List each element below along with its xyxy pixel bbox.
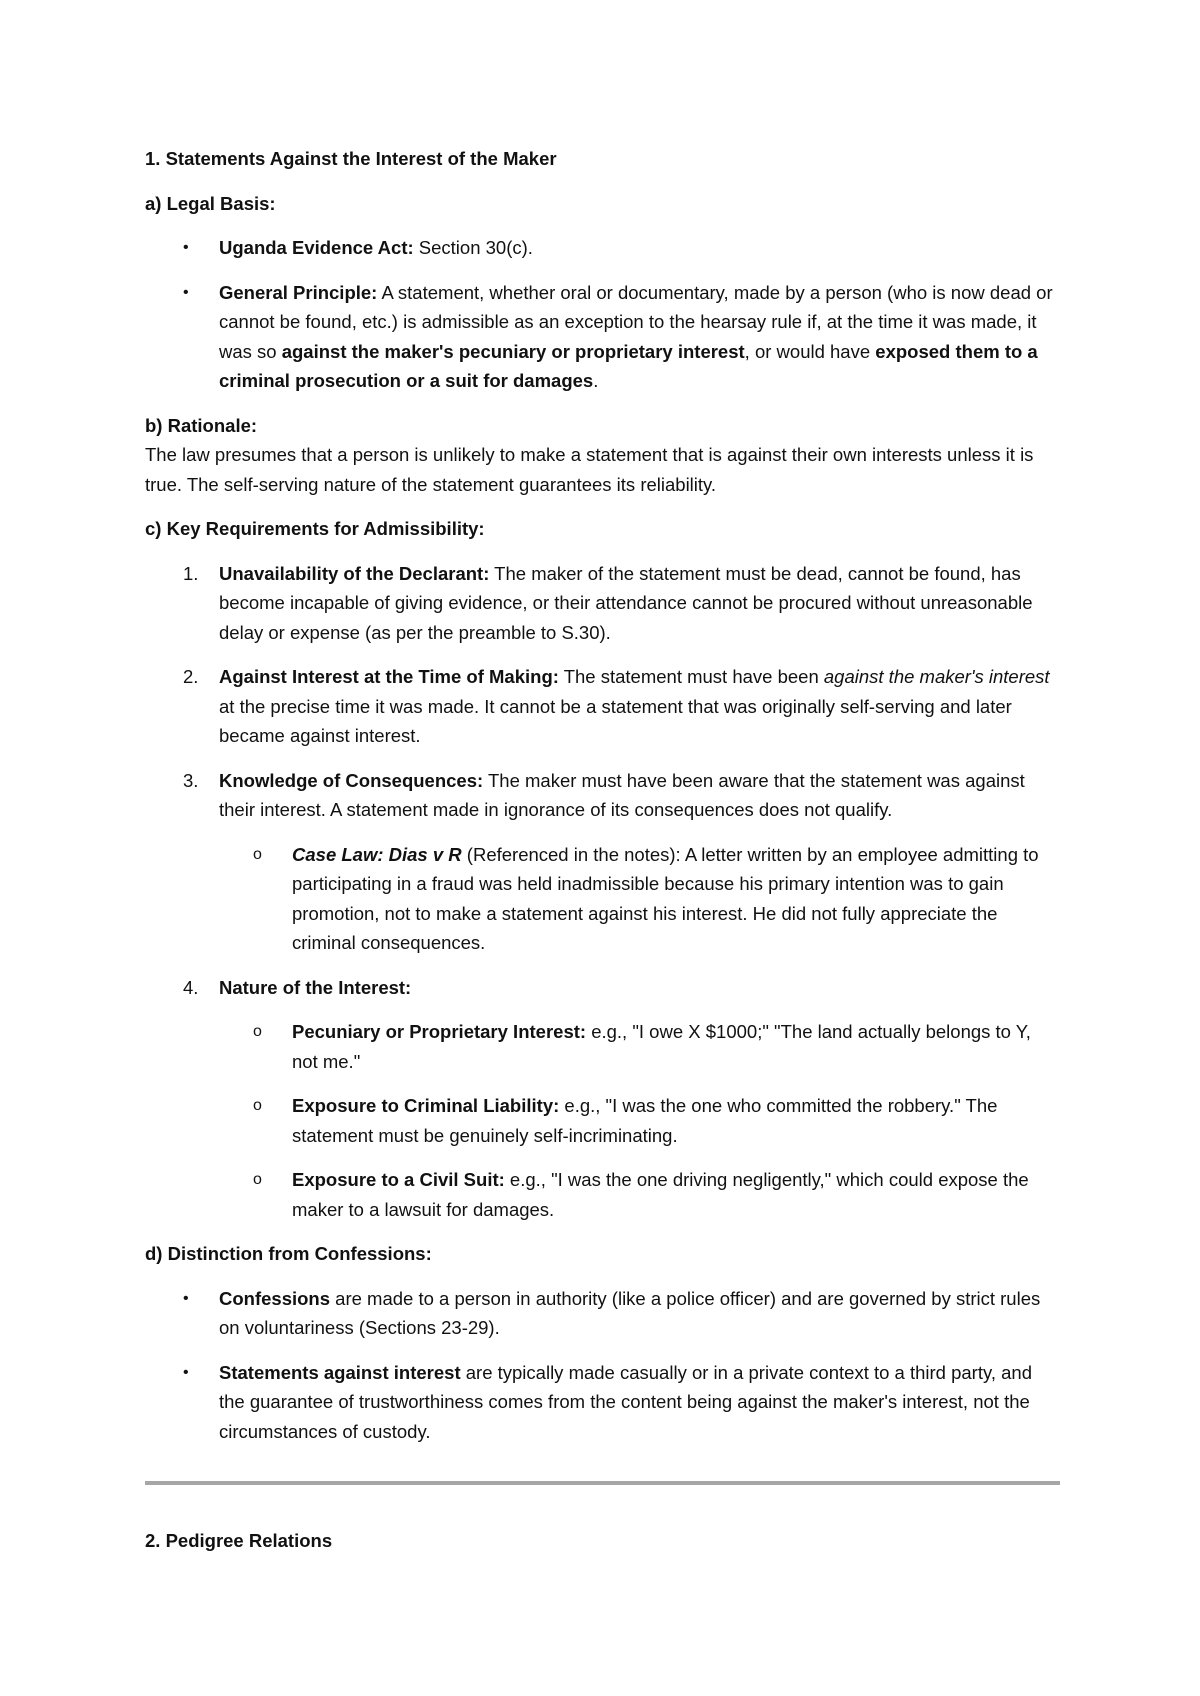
item-emphasis: exposed them to a criminal prosecution or a suit for damages — [219, 340, 1038, 391]
item-text: at the precise time it was made. It cannot be a statement that was originally self-serving and later became against interest. — [219, 695, 1012, 746]
list-item — [145, 1358, 1060, 1447]
bullet-icon: • — [183, 1289, 189, 1307]
item-label: Confessions — [219, 1287, 331, 1309]
item-text: (Referenced in the notes): A letter written by an employee admitting to participating in a fraud was held inadmissible because his primary intention was to gain promotion, not to make a statement against his interest. He did not fully appreciate the criminal consequences. — [292, 843, 1039, 953]
list-item — [145, 1284, 1060, 1343]
item-label: Exposure to Criminal Liability: — [292, 1095, 560, 1116]
sub-list-item — [145, 840, 1060, 958]
circle-bullet-icon: o — [253, 1097, 262, 1114]
circle-bullet-icon: o — [253, 1171, 262, 1188]
item-text: e.g., "I was the one who committed the robbery." The statement must be genuinely self-incriminating. — [292, 1095, 998, 1146]
item-label: General Principle: — [219, 281, 378, 303]
item-text: . — [593, 370, 599, 391]
bullet-icon: • — [183, 1363, 189, 1381]
item-text: The maker must have been aware that the statement was against their interest. A statement made in ignorance of its consequences does not qualify. — [219, 769, 1025, 820]
circle-bullet-icon: o — [253, 1023, 262, 1040]
legal-basis-list — [145, 233, 1060, 396]
bullet-icon: • — [183, 239, 189, 256]
bullet-icon: • — [183, 283, 189, 301]
item-text: Section 30(c). — [413, 237, 533, 258]
rationale-text: The law presumes that a person is unlikely to make a statement that is against their own interests unless it is true. The self-serving nature of the statement guarantees its reliability. — [145, 444, 1034, 495]
sub-list-item — [145, 1165, 1060, 1224]
item-text: The maker of the statement must be dead, cannot be found, has become incapable of giving evidence, or their attendance cannot be procured without unreasonable delay or expense (as per the preamble to S.30). — [219, 562, 1033, 643]
document-page — [145, 144, 1060, 1446]
item-emphasis: against the maker's pecuniary or proprietary interest — [281, 340, 745, 362]
list-item — [145, 559, 1060, 648]
section-2-title: 2. Pedigree Relations — [145, 1530, 333, 1551]
item-label: Exposure to a Civil Suit: — [292, 1169, 505, 1190]
item-label: Knowledge of Consequences: — [219, 769, 484, 791]
legal-basis-heading: a) Legal Basis: — [145, 192, 276, 214]
item-text: , or would have — [744, 340, 876, 362]
rationale-heading: b) Rationale: — [145, 414, 258, 436]
item-text: e.g., "I owe X $1000;" "The land actually belongs to Y, not me." — [292, 1021, 1031, 1072]
item-italic: against the maker's interest — [823, 666, 1050, 687]
list-item — [145, 766, 1060, 825]
list-item — [145, 662, 1060, 751]
distinction-list — [145, 1284, 1060, 1447]
item-number: 2. — [183, 666, 199, 687]
item-label: Uganda Evidence Act: — [219, 237, 414, 258]
distinction-heading: d) Distinction from Confessions: — [145, 1243, 432, 1264]
item-number: 3. — [183, 769, 199, 791]
item-number: 4. — [183, 976, 199, 998]
item-text: are made to a person in authority (like a police officer) and are governed by strict rules on voluntariness (Sections 23-29). — [219, 1287, 1041, 1338]
item-label: Pecuniary or Proprietary Interest: — [292, 1021, 587, 1042]
item-text: The statement must have been — [558, 666, 824, 687]
item-text: A statement, whether oral or documentary, made by a person (who is now dead or cannot be found, etc.) is admissible as an exception to the hearsay rule if, at the time it was made, it was so — [219, 281, 1053, 362]
list-item — [145, 973, 1060, 1003]
requirements-list — [145, 559, 1060, 1225]
item-number: 1. — [183, 562, 199, 584]
requirements-heading: c) Key Requirements for Admissibility: — [145, 518, 485, 539]
item-label: Unavailability of the Declarant: — [219, 562, 490, 584]
horizontal-rule — [145, 1481, 1060, 1485]
circle-bullet-icon: o — [253, 845, 262, 863]
case-law-label: Case Law: Dias v R — [292, 843, 462, 865]
section-1-title: 1. Statements Against the Interest of the Maker — [145, 148, 557, 169]
list-item — [145, 278, 1060, 396]
sub-list-item — [145, 1017, 1060, 1076]
list-item — [145, 233, 1060, 263]
item-label: Statements against interest — [219, 1361, 461, 1383]
item-text: are typically made casually or in a private context to a third party, and the guarantee of trustworthiness comes from the content being against the maker's interest, not the circumstances of custody. — [219, 1361, 1032, 1442]
item-label: Against Interest at the Time of Making: — [219, 666, 559, 687]
item-text: e.g., "I was the one driving negligently," which could expose the maker to a lawsuit for damages. — [292, 1169, 1029, 1220]
item-label: Nature of the Interest: — [219, 976, 412, 998]
sub-list-item — [145, 1091, 1060, 1150]
